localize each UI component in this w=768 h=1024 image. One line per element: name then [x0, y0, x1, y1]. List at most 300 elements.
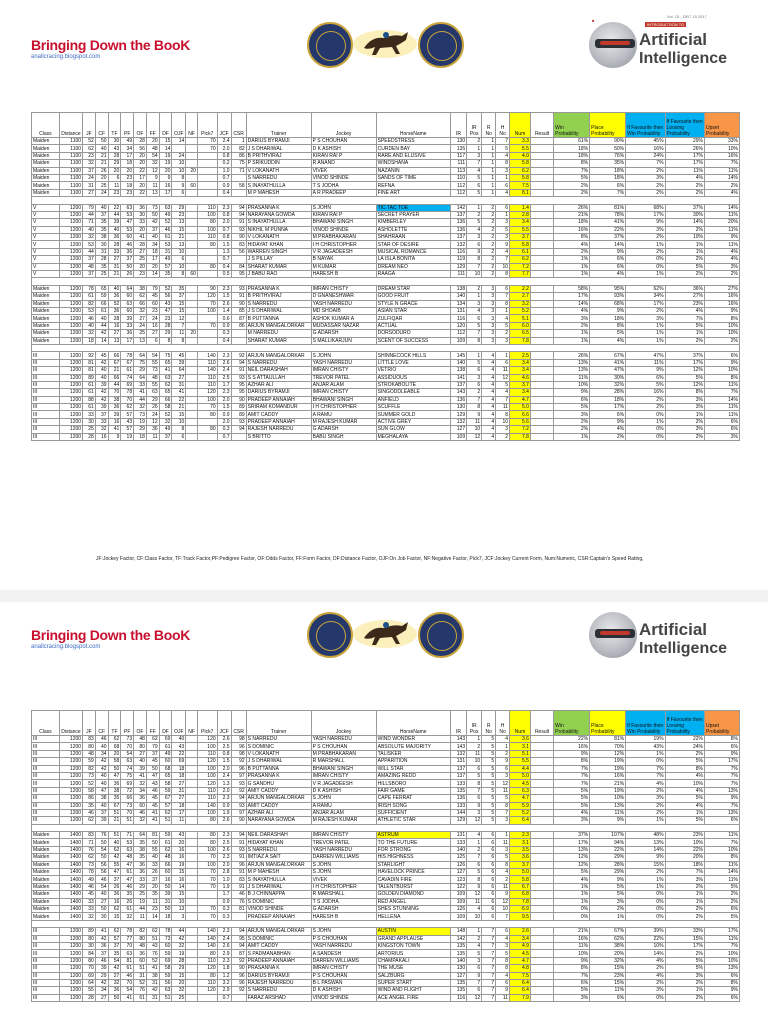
- table-cell: 1: [467, 839, 482, 846]
- table-cell: SCUFFLE: [376, 404, 450, 411]
- table-cell: 48: [83, 263, 96, 270]
- table-cell: 5: [482, 758, 496, 765]
- table-cell: 2%: [704, 271, 739, 278]
- table-cell: 1.7: [217, 381, 231, 388]
- table-cell: 28%: [590, 861, 626, 868]
- table-cell: 62: [108, 736, 121, 743]
- table-cell: 1: [496, 352, 510, 359]
- table-cell: 37%: [590, 234, 626, 241]
- table-cell: 11%: [704, 411, 739, 418]
- table-cell: BHAWANI SINGH: [311, 765, 376, 772]
- table-cell: 21: [108, 271, 121, 278]
- table-cell: 1400: [59, 876, 82, 883]
- table-cell: 7: [496, 138, 510, 145]
- table-cell: B PRITHVIRAJ: [246, 293, 311, 300]
- column-header: Num: [510, 711, 531, 736]
- table-cell: 63: [146, 389, 159, 396]
- table-cell: 36: [134, 869, 147, 876]
- table-cell: 6: [108, 174, 121, 181]
- table-cell: 4.9: [510, 942, 531, 949]
- table-cell: 39: [134, 765, 147, 772]
- table-cell: 62: [108, 928, 121, 935]
- table-cell: III: [32, 957, 60, 964]
- table-cell: 6%: [590, 411, 626, 418]
- table-cell: 1200: [59, 809, 82, 816]
- table-cell: 68%: [590, 300, 626, 307]
- table-cell: 3: [496, 167, 510, 174]
- table-cell: 62: [146, 928, 159, 935]
- table-row: [32, 861, 740, 868]
- table-cell: 70: [197, 300, 217, 307]
- table-cell: III: [32, 736, 60, 743]
- table-cell: 92: [231, 987, 246, 994]
- table-cell: [231, 256, 246, 263]
- table-cell: 142: [450, 204, 466, 211]
- table-cell: 0%: [626, 263, 665, 270]
- table-cell: 5: [496, 854, 510, 861]
- table-cell: 2.6: [217, 942, 231, 949]
- table-cell: 5: [482, 736, 496, 743]
- table-cell: 39: [95, 404, 108, 411]
- table-cell: 11: [146, 898, 159, 905]
- table-cell: 18: [121, 182, 134, 189]
- table-cell: 129: [450, 263, 466, 270]
- table-cell: 91: [231, 293, 246, 300]
- table-cell: 6: [482, 839, 496, 846]
- table-cell: ACE ANGEL FIRE: [376, 994, 450, 1001]
- table-cell: 1%: [554, 337, 590, 344]
- table-cell: ANJAR ALAM: [311, 381, 376, 388]
- table-cell: 2: [482, 271, 496, 278]
- table-cell: 6: [496, 765, 510, 772]
- table-cell: 133: [450, 802, 466, 809]
- table-cell: 4: [482, 418, 496, 425]
- table-cell: V: [32, 226, 60, 233]
- table-cell: 6: [482, 854, 496, 861]
- table-cell: [530, 389, 553, 396]
- table-cell: 6.4: [510, 817, 531, 824]
- table-cell: 87: [231, 950, 246, 957]
- table-cell: 2%: [665, 337, 704, 344]
- table-cell: III: [32, 750, 60, 757]
- table-cell: 27: [83, 189, 96, 196]
- table-cell: [186, 950, 198, 957]
- table-cell: 67: [108, 359, 121, 366]
- table-cell: 58: [108, 758, 121, 765]
- table-cell: 43: [108, 145, 121, 152]
- table-cell: 17%: [704, 758, 739, 765]
- table-cell: 127: [450, 972, 466, 979]
- table-cell: 135: [450, 145, 466, 152]
- column-header: IR Pos: [467, 113, 482, 138]
- table-cell: 62: [146, 736, 159, 743]
- table-cell: 73: [146, 204, 159, 211]
- table-cell: [530, 285, 553, 292]
- table-cell: 64: [83, 979, 96, 986]
- table-cell: 62: [83, 817, 96, 824]
- table-cell: 46: [121, 241, 134, 248]
- table-cell: [530, 736, 553, 743]
- table-cell: 34%: [626, 293, 665, 300]
- table-cell: 90: [231, 234, 246, 241]
- table-cell: 7: [496, 396, 510, 403]
- table-cell: 50: [95, 138, 108, 145]
- table-cell: NEIL DARASHAH: [246, 832, 311, 839]
- table-cell: 100: [197, 307, 217, 314]
- table-cell: 50: [146, 211, 159, 218]
- table-cell: Maiden: [32, 160, 60, 167]
- table-cell: 81: [121, 957, 134, 964]
- table-cell: 28: [83, 994, 96, 1001]
- table-cell: DARIUS BYRAMJI: [246, 972, 311, 979]
- table-cell: 42: [95, 758, 108, 765]
- table-cell: PRADEEP ANNAIAH: [246, 913, 311, 920]
- table-cell: [186, 337, 198, 344]
- table-cell: 27: [95, 994, 108, 1001]
- column-header: Class: [32, 113, 60, 138]
- table-cell: 2.0: [217, 861, 231, 868]
- table-cell: 95: [231, 381, 246, 388]
- table-cell: 1: [467, 204, 482, 211]
- table-cell: 1200: [59, 404, 82, 411]
- table-cell: 30: [108, 138, 121, 145]
- table-cell: 20: [172, 979, 186, 986]
- brand-url[interactable]: anallcracing.blogspot.com: [31, 54, 101, 60]
- table-cell: 5%: [665, 957, 704, 964]
- table-cell: B L PASWAN: [311, 979, 376, 986]
- table-cell: 3: [496, 817, 510, 824]
- table-cell: 4.6: [510, 374, 531, 381]
- table-cell: 135: [450, 987, 466, 994]
- table-cell: 3: [482, 285, 496, 292]
- table-cell: 46: [159, 226, 172, 233]
- column-header: If Favourite then Loosing Probability: [665, 113, 704, 138]
- table-cell: CAVADIN FIRE: [376, 876, 450, 883]
- table-cell: 39: [172, 359, 186, 366]
- table-cell: 51: [159, 817, 172, 824]
- table-cell: [530, 839, 553, 846]
- table-cell: 19%: [590, 758, 626, 765]
- table-cell: 9%: [626, 219, 665, 226]
- table-cell: 1100: [59, 152, 82, 159]
- table-cell: STARLIGHT: [376, 861, 450, 868]
- table-cell: 70: [197, 404, 217, 411]
- table-cell: 120: [197, 736, 217, 743]
- table-cell: 64: [121, 285, 134, 292]
- table-cell: 4%: [590, 426, 626, 433]
- table-cell: 2.6: [217, 846, 231, 853]
- table-cell: 137: [450, 234, 466, 241]
- table-cell: 48: [146, 374, 159, 381]
- table-header-row: [32, 711, 740, 736]
- table-cell: SCENT OF SUCCESS: [376, 337, 450, 344]
- table-cell: 0%: [626, 913, 665, 920]
- table-cell: 93: [231, 285, 246, 292]
- table-cell: 2.3: [217, 352, 231, 359]
- table-cell: 3: [496, 942, 510, 949]
- table-cell: [530, 204, 553, 211]
- table-cell: 6: [496, 979, 510, 986]
- table-cell: 1.9: [217, 809, 231, 816]
- table-cell: 27: [108, 256, 121, 263]
- table-cell: 20: [186, 167, 198, 174]
- table-cell: 2: [482, 204, 496, 211]
- club-emblem-right-icon: [418, 22, 464, 68]
- table-cell: 70: [121, 809, 134, 816]
- table-cell: 27: [134, 248, 147, 255]
- table-cell: 12: [467, 891, 482, 898]
- table-cell: 44: [83, 211, 96, 218]
- table-cell: 4: [467, 226, 482, 233]
- robot-face-icon: [589, 612, 637, 658]
- table-cell: 133: [450, 839, 466, 846]
- table-cell: 21: [108, 817, 121, 824]
- table-cell: 1: [482, 174, 496, 181]
- table-cell: V R JAGADEESH: [311, 780, 376, 787]
- table-cell: 40: [95, 891, 108, 898]
- table-cell: [530, 758, 553, 765]
- table-cell: 4%: [626, 780, 665, 787]
- table-cell: 45: [146, 758, 159, 765]
- table-cell: 3: [467, 809, 482, 816]
- table-cell: 55: [146, 846, 159, 853]
- table-row: [32, 765, 740, 772]
- table-cell: [186, 234, 198, 241]
- table-cell: 1200: [59, 765, 82, 772]
- table-cell: 13: [134, 337, 147, 344]
- table-cell: 1%: [665, 411, 704, 418]
- table-cell: 40: [95, 780, 108, 787]
- table-cell: 28: [134, 138, 147, 145]
- table-cell: 81%: [590, 204, 626, 211]
- table-cell: [186, 987, 198, 994]
- table-cell: 18: [134, 433, 147, 440]
- table-cell: VINOD SHINDE: [311, 994, 376, 1001]
- table-cell: 55: [146, 359, 159, 366]
- table-cell: V: [32, 219, 60, 226]
- table-cell: [186, 433, 198, 440]
- table-cell: 70: [197, 854, 217, 861]
- table-cell: [186, 256, 198, 263]
- table-cell: 27: [134, 315, 147, 322]
- table-cell: G ADARSH: [311, 426, 376, 433]
- table-cell: 1200: [59, 337, 82, 344]
- table-cell: 18%: [554, 145, 590, 152]
- table-cell: [186, 839, 198, 846]
- table-cell: 2.3: [217, 795, 231, 802]
- column-header: If Favourite then Loosing Probability: [665, 711, 704, 736]
- table-cell: 54: [95, 883, 108, 890]
- table-cell: 6: [467, 795, 482, 802]
- table-cell: 17%: [665, 942, 704, 949]
- table-cell: 18%: [554, 219, 590, 226]
- table-cell: V: [32, 241, 60, 248]
- table-cell: 32: [83, 234, 96, 241]
- table-cell: 10%: [704, 330, 739, 337]
- table-cell: 10: [467, 426, 482, 433]
- table-cell: 2: [467, 138, 482, 145]
- table-cell: 14: [146, 913, 159, 920]
- table-cell: 2: [467, 935, 482, 942]
- table-cell: [186, 876, 198, 883]
- table-cell: 44: [172, 928, 186, 935]
- table-cell: 27: [134, 750, 147, 757]
- table-cell: 3.7: [510, 234, 531, 241]
- table-cell: 31: [159, 898, 172, 905]
- table-cell: R MARSHALL: [311, 758, 376, 765]
- table-cell: 11%: [704, 404, 739, 411]
- table-cell: [197, 994, 217, 1001]
- table-cell: 1400: [59, 861, 82, 868]
- table-cell: 50: [95, 905, 108, 912]
- table-cell: 60: [134, 957, 147, 964]
- table-cell: [231, 433, 246, 440]
- table-row: [32, 957, 740, 964]
- table-cell: 47: [121, 861, 134, 868]
- table-cell: 2.0: [217, 787, 231, 794]
- table-cell: 0%: [626, 411, 665, 418]
- table-cell: 140: [197, 802, 217, 809]
- table-cell: 47: [95, 787, 108, 794]
- table-cell: 135: [450, 979, 466, 986]
- table-cell: 7%: [554, 772, 590, 779]
- table-cell: 0.4: [217, 263, 231, 270]
- table-cell: 91: [231, 839, 246, 846]
- table-cell: 6%: [626, 374, 665, 381]
- table-cell: 12%: [665, 381, 704, 388]
- table-cell: 8%: [704, 315, 739, 322]
- table-cell: 39: [121, 315, 134, 322]
- table-cell: 1.5: [217, 404, 231, 411]
- table-row: [32, 854, 740, 861]
- table-cell: 53: [121, 839, 134, 846]
- table-cell: 37: [146, 876, 159, 883]
- table-cell: 12%: [554, 854, 590, 861]
- table-cell: III: [32, 359, 60, 366]
- table-cell: 69: [83, 972, 96, 979]
- table-cell: 5: [496, 950, 510, 957]
- column-header: IR: [450, 113, 466, 138]
- table-cell: 7%: [626, 772, 665, 779]
- table-cell: 0%: [626, 256, 665, 263]
- table-cell: 2.2: [510, 285, 531, 292]
- table-cell: 42: [95, 765, 108, 772]
- table-cell: 6: [467, 965, 482, 972]
- table-cell: 136: [450, 219, 466, 226]
- table-cell: [197, 189, 217, 196]
- table-cell: 52: [83, 138, 96, 145]
- table-cell: 18%: [590, 315, 626, 322]
- table-cell: 46: [95, 957, 108, 964]
- table-cell: 144: [450, 809, 466, 816]
- table-cell: 1%: [665, 987, 704, 994]
- table-cell: 22%: [590, 846, 626, 853]
- table-cell: 1400: [59, 898, 82, 905]
- table-cell: 65: [159, 359, 172, 366]
- table-cell: CURDEN BAY: [376, 145, 450, 152]
- table-cell: 48: [121, 854, 134, 861]
- table-cell: 60: [159, 869, 172, 876]
- table-cell: S JOHN: [311, 204, 376, 211]
- table-cell: 110: [197, 234, 217, 241]
- table-cell: 6: [496, 204, 510, 211]
- table-cell: 64: [134, 352, 147, 359]
- table-cell: 6: [482, 891, 496, 898]
- table-cell: 2: [482, 263, 496, 270]
- table-cell: 67: [121, 359, 134, 366]
- column-header: Win Probability: [554, 711, 590, 736]
- table-cell: STYLE N GRACE: [376, 300, 450, 307]
- table-cell: Maiden: [32, 330, 60, 337]
- table-cell: 7: [467, 787, 482, 794]
- table-cell: 31: [146, 994, 159, 1001]
- table-cell: 11%: [704, 226, 739, 233]
- table-row: [32, 839, 740, 846]
- table-cell: G ADARSH: [311, 330, 376, 337]
- table-cell: 2%: [554, 189, 590, 196]
- table-cell: 3: [467, 152, 482, 159]
- table-cell: 3: [467, 957, 482, 964]
- table-cell: 9: [108, 433, 121, 440]
- table-cell: V: [32, 263, 60, 270]
- table-cell: 2.9: [217, 950, 231, 957]
- table-cell: 4: [496, 248, 510, 255]
- brand-url[interactable]: anallcracing.blogspot.com: [31, 644, 101, 650]
- table-cell: 14%: [554, 300, 590, 307]
- table-cell: [186, 352, 198, 359]
- table-cell: 5: [496, 226, 510, 233]
- table-cell: S DOMINIC: [246, 898, 311, 905]
- table-cell: 32: [134, 307, 147, 314]
- table-cell: 6%: [704, 905, 739, 912]
- table-cell: 60: [134, 802, 147, 809]
- table-cell: 2.5: [217, 374, 231, 381]
- table-cell: 5: [496, 145, 510, 152]
- column-header: Num: [510, 113, 531, 138]
- table-cell: 130: [450, 138, 466, 145]
- brand-title: Bringing Down the BooK: [31, 37, 191, 53]
- table-cell: 0.9: [217, 182, 231, 189]
- table-cell: 3: [482, 307, 496, 314]
- table-cell: ASHOK KUMAR A: [311, 315, 376, 322]
- table-cell: 61: [121, 869, 134, 876]
- table-cell: 7%: [626, 160, 665, 167]
- table-cell: WIND AND FLIGHT: [376, 987, 450, 994]
- table-cell: 11: [496, 787, 510, 794]
- club-emblem-right-icon: [418, 612, 464, 658]
- table-cell: 1400: [59, 891, 82, 898]
- table-cell: 3.4: [510, 359, 531, 366]
- table-cell: 1%: [626, 271, 665, 278]
- table-cell: 1200: [59, 758, 82, 765]
- table-cell: [530, 965, 553, 972]
- table-cell: 39: [95, 381, 108, 388]
- table-cell: S INAYATHULLA: [246, 182, 311, 189]
- table-cell: 91: [231, 219, 246, 226]
- table-cell: 3: [482, 300, 496, 307]
- table-cell: HILLSBORO: [376, 780, 450, 787]
- table-cell: 53: [83, 307, 96, 314]
- table-cell: [530, 780, 553, 787]
- table-cell: 110: [197, 750, 217, 757]
- table-cell: ABSOLUTE MAJORITY: [376, 743, 450, 750]
- table-cell: [172, 145, 186, 152]
- table-cell: 1%: [554, 898, 590, 905]
- table-cell: [530, 219, 553, 226]
- table-cell: RAJESH NARREDU: [246, 426, 311, 433]
- table-cell: 91: [231, 883, 246, 890]
- table-cell: 64: [172, 367, 186, 374]
